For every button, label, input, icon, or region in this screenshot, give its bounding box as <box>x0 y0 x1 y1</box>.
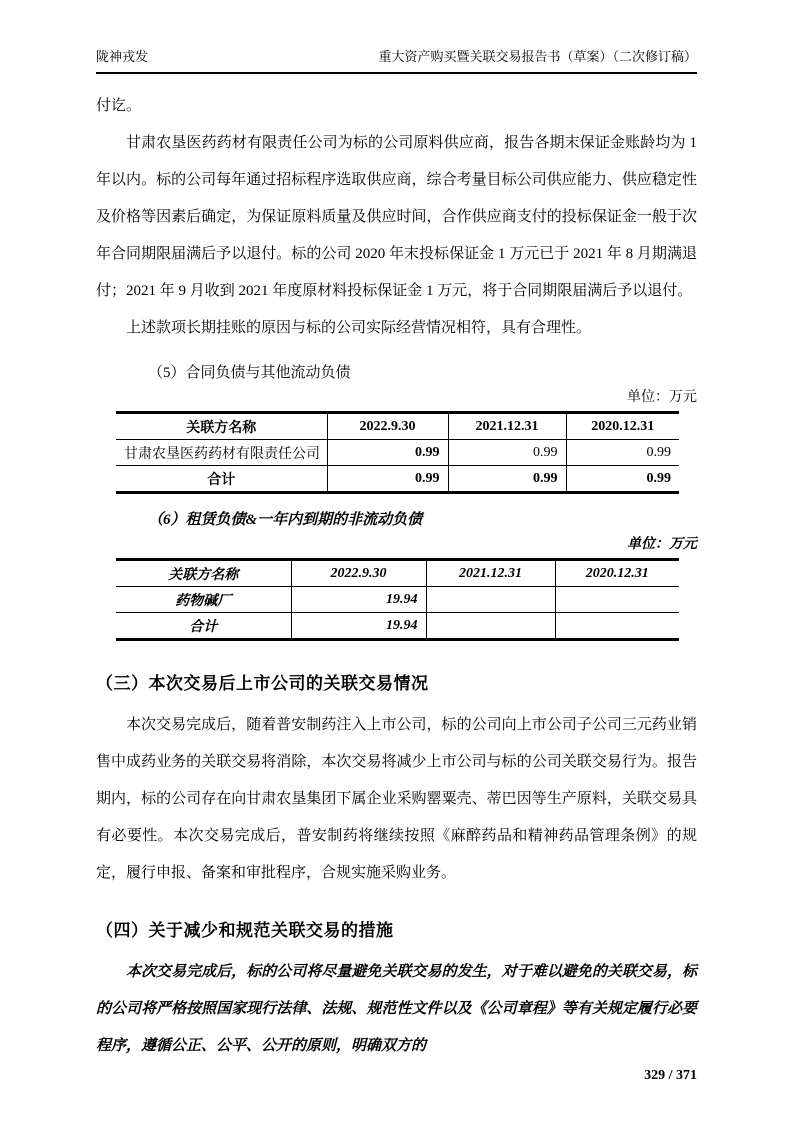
table2-header-2022: 2022.9.30 <box>291 560 426 587</box>
table1-total-val-2021: 0.99 <box>448 466 566 493</box>
table1-row1-val-2022: 0.99 <box>327 440 448 466</box>
lease-liabilities-table <box>116 558 679 641</box>
contract-liabilities-table <box>116 411 679 494</box>
table2-header-2020: 2020.12.31 <box>555 560 679 587</box>
header-left-title: 陇神戎发 <box>96 49 149 64</box>
unit-label-table1: 单位：万元 <box>627 390 697 405</box>
table1-header-name: 关联方名称 <box>186 420 257 436</box>
table-total-row <box>116 613 679 640</box>
table2-total-val-2021 <box>426 613 555 640</box>
subheading-5: （5）合同负债与其他流动负债 <box>148 365 351 381</box>
table1-total-val-2020: 0.99 <box>566 466 679 493</box>
table2-total-label: 合计 <box>116 613 291 640</box>
paragraph-section3: 本次交易完成后，随着普安制药注入上市公司，标的公司向上市公司子公司三元药业销售中成药业务的关联交易将消除，本次交易将减少上市公司与标的公司关联交易行为。报告期内，标的公司存在向甘肃农垦集团下属企业采购罂粟壳、蒂巴因等生产原料，关联交易具有必要性。本次交易完成后，普安制药将继续按照《麻醉药品和精神药品管理条例》的规定，履行申报、备案和审批程序，合规实施采购业务。 <box>96 717 697 881</box>
table2-row1-val-2021 <box>426 587 555 613</box>
table1-header-2021: 2021.12.31 <box>448 413 566 440</box>
table-row <box>116 440 679 466</box>
table2-header-name: 关联方名称 <box>168 567 239 583</box>
unit-label-table2: 单位：万元 <box>627 537 697 552</box>
table2-total-val-2020 <box>555 613 679 640</box>
table1-total-label: 合计 <box>116 466 327 493</box>
page-number: 329 / 371 <box>644 1068 697 1083</box>
subheading-6: （6）租赁负债&一年内到期的非流动负债 <box>148 512 423 528</box>
paragraph-section4: 本次交易完成后，标的公司将尽量避免关联交易的发生，对于难以避免的关联交易，标的公司将严格按照国家现行法律、法规、规范性文件以及《公司章程》等有关规定履行必要程序，遵循公正、公平、公开的原则，明确双方的 <box>96 964 697 1054</box>
table-total-row <box>116 466 679 493</box>
page-header <box>96 46 697 74</box>
paragraph-reasonable: 上述款项长期挂账的原因与标的公司实际经营情况相符，具有合理性。 <box>126 320 592 336</box>
section-heading-3: （三）本次交易后上市公司的关联交易情况 <box>96 674 429 693</box>
table-header-row <box>116 560 679 587</box>
paragraph-supplier: 甘肃农垦医药药材有限责任公司为标的公司原料供应商，报告各期末保证金账龄均为 1 年以内。标的公司每年通过招标程序选取供应商，综合考量目标公司供应能力、供应稳定性及价格等因素后确定，为保证原料质量及供应时间，合作供应商支付的投标保证金一般于次年合同期限届满后予以退付。标的公司 2020 年末投标保证金 1 万元已于 2021 年 8 月期满退付；2021 年 9 月收到 2021 年度原材料投标保证金 1 万元，将于合同期限届满后予以退付。 <box>96 135 697 299</box>
table1-row1-val-2021: 0.99 <box>448 440 566 466</box>
paragraph-carryover: 付讫。 <box>96 98 142 114</box>
table1-header-2022: 2022.9.30 <box>327 413 448 440</box>
table1-row1-val-2020: 0.99 <box>566 440 679 466</box>
table2-total-val-2022: 19.94 <box>291 613 426 640</box>
table-row <box>116 587 679 613</box>
table1-header-2020: 2020.12.31 <box>566 413 679 440</box>
header-right-title: 重大资产购买暨关联交易报告书（草案）（二次修订稿） <box>378 49 697 64</box>
table2-row1-name: 药物碱厂 <box>116 587 291 613</box>
table2-header-2021: 2021.12.31 <box>426 560 555 587</box>
table-header-row <box>116 413 679 440</box>
table2-row1-val-2020 <box>555 587 679 613</box>
table1-total-val-2022: 0.99 <box>327 466 448 493</box>
table2-row1-val-2022: 19.94 <box>291 587 426 613</box>
table1-row1-name: 甘肃农垦医药药材有限责任公司 <box>116 440 327 466</box>
section-heading-4: （四）关于减少和规范关联交易的措施 <box>96 921 394 940</box>
